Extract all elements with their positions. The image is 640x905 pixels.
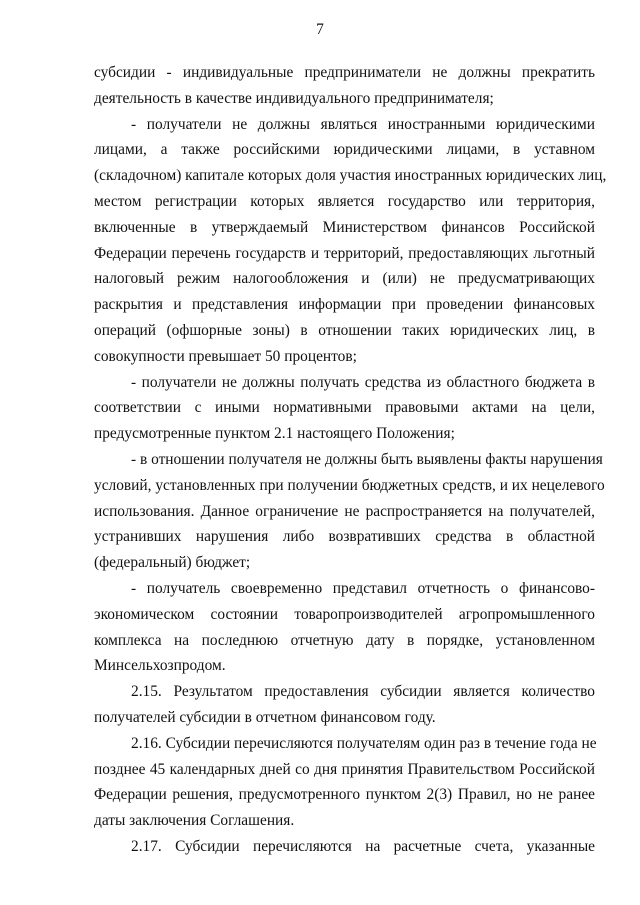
text-line: предусмотренные пунктом 2.1 настоящего Положения; [94,425,455,443]
text-line: - в отношении получателя не должны быть выявлены факты нарушения [131,450,603,468]
text-line: раскрытия и представления информации при проведении финансовых [94,296,595,314]
text-line: 2.15. Результатом предоставления субсидии является количество [131,683,595,701]
text-line: получателей субсидии в отчетном финансовом году. [94,708,436,726]
text-line: Минсельхозпродом. [94,657,226,675]
text-line: - получатели не должны получать средства из областного бюджета в [131,373,595,391]
text-line: совокупности превышает 50 процентов; [94,347,357,365]
text-line: операций (офшорные зоны) в отношении таких юридических лиц, в [94,321,595,339]
text-line: субсидии - индивидуальные предприниматели не должны прекратить [94,64,595,81]
text-line: налоговый режим налогообложения и (или) не предусматривающих [94,270,595,288]
text-line: использования. Данное ограничение не распространяется на получателей, [94,502,595,520]
text-line: соответствии с иными нормативными правовыми актами на цели, [94,399,595,417]
text-line: 2.17. Субсидии перечисляются на расчетные счета, указанные [131,837,595,855]
text-line: местом регистрации которых является государство или территория, [94,192,595,210]
text-line: позднее 45 календарных дней со дня принятия Правительством Российской [94,760,595,778]
text-line: экономическом состоянии товаропроизводителей агропромышленного [94,605,595,623]
page-number: 7 [316,21,324,38]
text-line: даты заключения Соглашения. [94,812,295,830]
text-line: 2.16. Субсидии перечисляются получателям один раз в течение года не [131,734,597,752]
document-body [94,60,607,860]
text-line: Федерации решения, предусмотренного пунктом 2(3) Правил, но не ранее [94,786,595,804]
text-line: (складочном) капитале которых доля участия иностранных юридических лиц, [94,167,607,185]
text-line: деятельность в качестве индивидуального предпринимателя; [94,89,494,107]
text-line: (федеральный) бюджет; [94,554,251,572]
text-line: устранивших нарушения либо возвративших средства в областной [94,528,595,546]
text-line: - получатели не должны являться иностранными юридическими [131,115,595,133]
text-line: Федерации перечень государств и территорий, предоставляющих льготный [94,244,595,262]
text-line: - получатель своевременно представил отчетность о финансово- [131,579,595,597]
text-line: лицами, а также российскими юридическими лицами, в уставном [94,141,595,159]
text-line: условий, установленных при получении бюджетных средств, и их нецелевого [94,476,605,494]
text-line: комплекса на последнюю отчетную дату в порядке, установленном [94,631,595,649]
text-line: включенные в утверждаемый Министерством финансов Российской [94,218,595,236]
